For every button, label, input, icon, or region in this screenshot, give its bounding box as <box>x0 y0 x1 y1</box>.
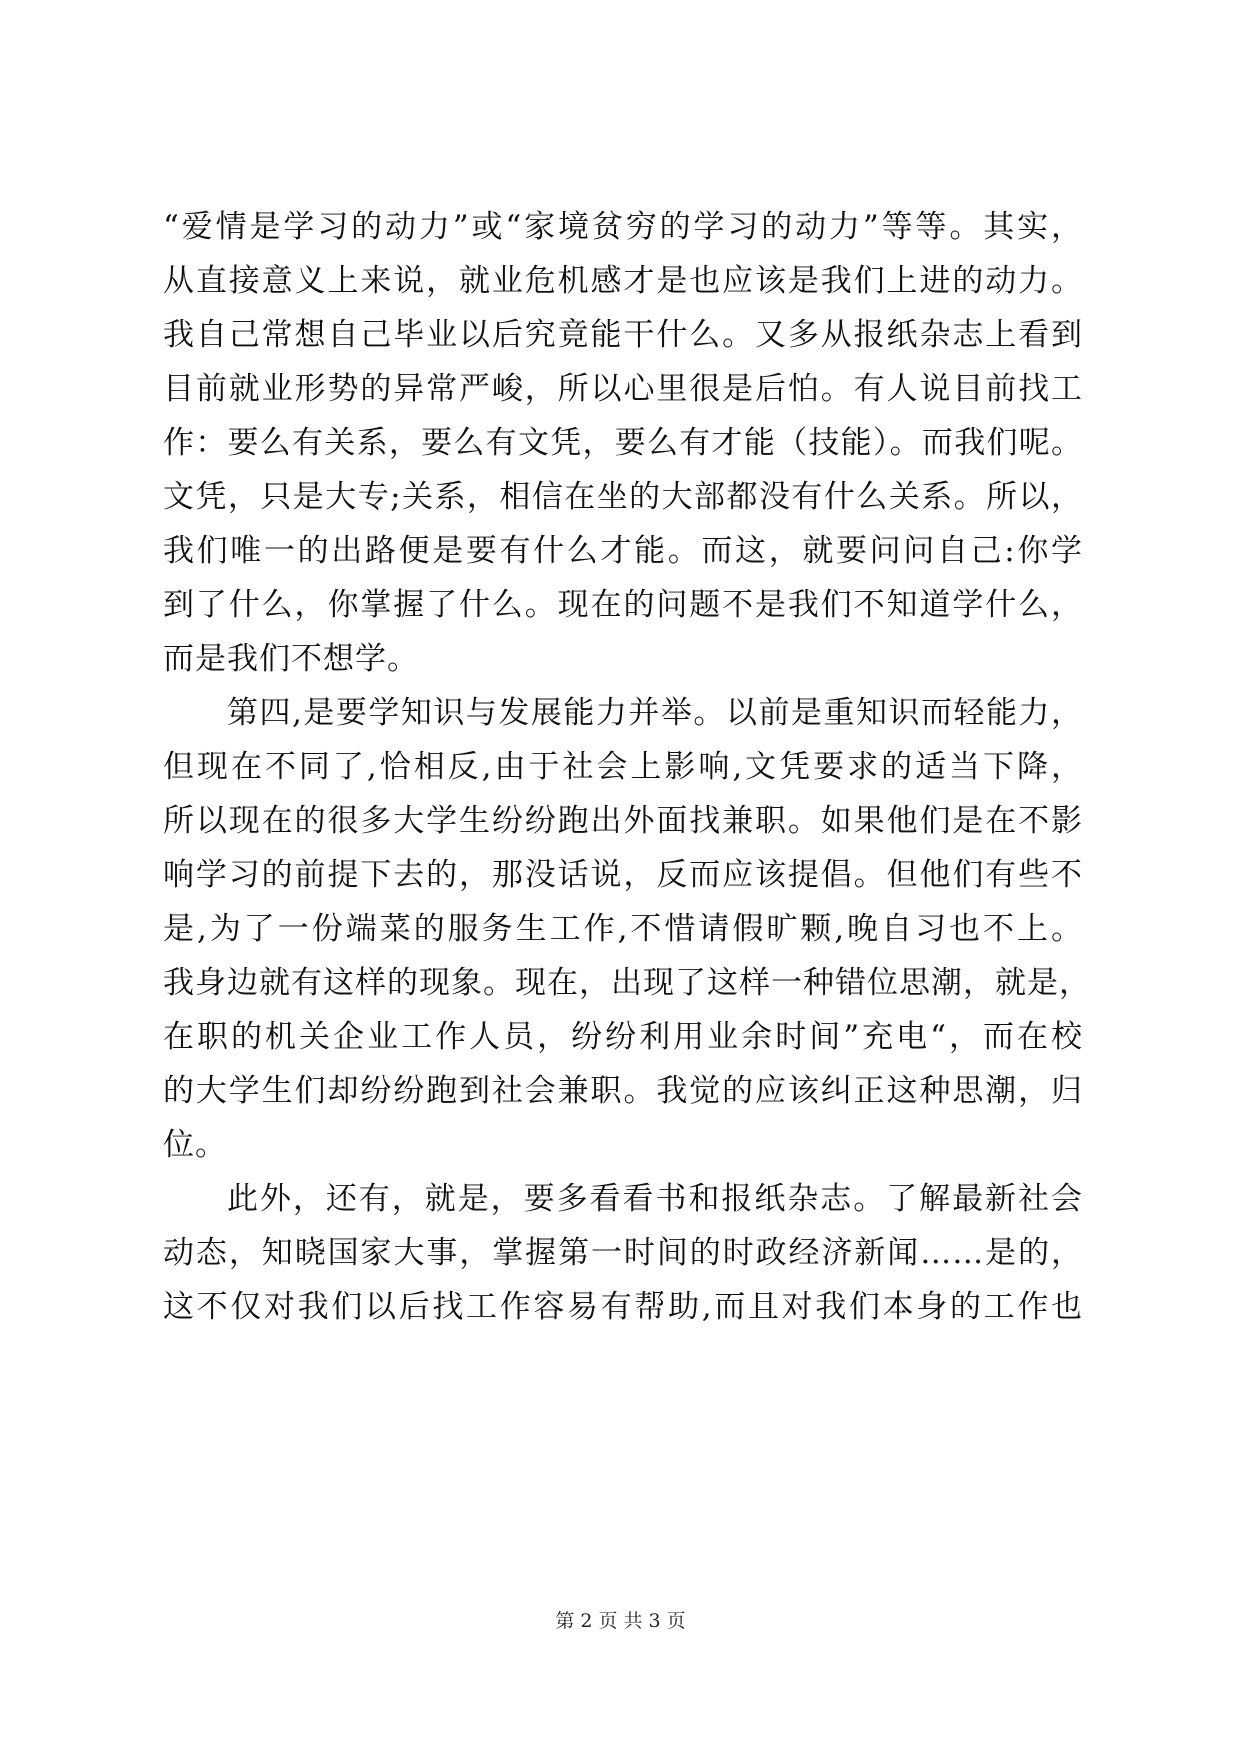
text-line: 我们唯一的出路便是要有什么才能。而这，就要问问自己:你学 <box>163 533 1083 569</box>
text-line: 到了什么，你掌握了什么。现在的问题不是我们不知道学什么， <box>163 587 1083 623</box>
text-line: 位。 <box>163 1127 227 1163</box>
text-line: 的大学生们却纷纷跑到社会兼职。我觉的应该纠正这种思潮，归 <box>163 1073 1083 1109</box>
text-line: “爱情是学习的动力”或“家境贫穷的学习的动力”等等。其实， <box>163 209 1083 245</box>
text-line: 响学习的前提下去的，那没话说，反而应该提倡。但他们有些不 <box>163 857 1083 893</box>
text-line: 第四,是要学知识与发展能力并举。以前是重知识而轻能力， <box>227 695 1083 731</box>
text-line: 我身边就有这样的现象。现在，出现了这样一种错位思潮，就是， <box>163 965 1091 1001</box>
text-line: 从直接意义上来说，就业危机感才是也应该是我们上进的动力。 <box>163 263 1083 299</box>
body-text <box>163 200 1091 1334</box>
text-line: 动态，知晓国家大事，掌握第一时间的时政经济新闻……是的， <box>163 1235 1083 1271</box>
text-line: 这不仅对我们以后找工作容易有帮助,而且对我们本身的工作也 <box>163 1289 1083 1325</box>
text-line: 作：要么有关系，要么有文凭，要么有才能（技能）。而我们呢。 <box>163 425 1083 461</box>
text-line: 所以现在的很多大学生纷纷跑出外面找兼职。如果他们是在不影 <box>163 803 1083 839</box>
text-line: 此外，还有，就是，要多看看书和报纸杂志。了解最新社会 <box>227 1181 1083 1217</box>
text-line: 目前就业形势的异常严峻，所以心里很是后怕。有人说目前找工 <box>163 371 1083 407</box>
page-footer: 第 2 页 共 3 页 <box>555 1610 686 1632</box>
text-line: 文凭，只是大专;关系，相信在坐的大部都没有什么关系。所以， <box>163 479 1083 515</box>
text-line: 而是我们不想学。 <box>163 641 419 677</box>
text-line: 是,为了一份端菜的服务生工作,不惜请假旷颗,晚自习也不上。 <box>163 911 1083 947</box>
text-line: 但现在不同了,恰相反,由于社会上影响,文凭要求的适当下降， <box>163 749 1083 785</box>
text-line: 在职的机关企业工作人员，纷纷利用业余时间”充电“，而在校 <box>163 1019 1083 1055</box>
text-line: 我自己常想自己毕业以后究竟能干什么。又多从报纸杂志上看到 <box>163 317 1083 353</box>
